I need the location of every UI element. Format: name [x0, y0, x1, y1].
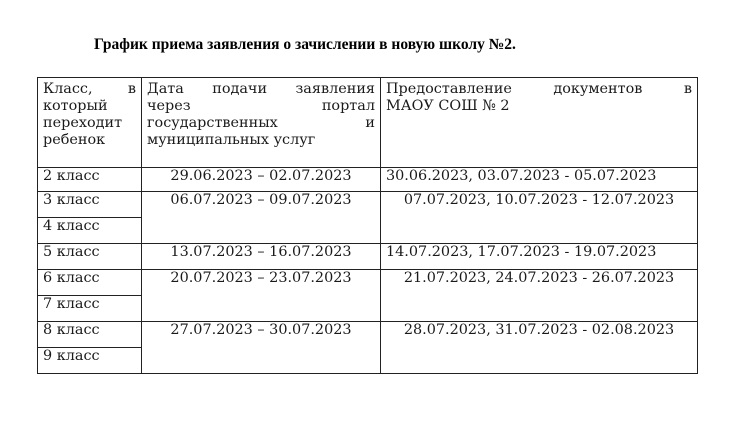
header-class-line: переходит	[43, 115, 123, 131]
class-cell: 9 класс	[38, 348, 142, 374]
header-documents-line: МАОУ СОШ № 2	[386, 98, 510, 114]
header-apply-line: Дата подачи заявления	[147, 81, 375, 97]
header-apply-date	[142, 78, 381, 168]
apply-date-cell: 29.06.2023 – 02.07.2023	[142, 168, 381, 192]
apply-date-cell: 20.07.2023 – 23.07.2023	[142, 270, 381, 322]
schedule-table	[37, 77, 698, 374]
header-apply-line: через портал	[147, 98, 375, 114]
class-cell: 2 класс	[38, 168, 142, 192]
table-row	[38, 168, 698, 192]
apply-date-cell: 27.07.2023 – 30.07.2023	[142, 322, 381, 374]
class-cell: 8 класс	[38, 322, 142, 348]
class-cell: 3 класс	[38, 192, 142, 218]
class-cell: 5 класс	[38, 244, 142, 270]
table-row	[38, 244, 698, 270]
header-class-line: ребенок	[43, 132, 106, 148]
header-documents-line: Предоставление документов в	[386, 81, 692, 97]
header-apply-line: государственных и	[147, 115, 375, 131]
documents-date-cell: 21.07.2023, 24.07.2023 - 26.07.2023	[381, 270, 698, 322]
header-apply-line: муниципальных услуг	[147, 132, 316, 148]
class-cell: 6 класс	[38, 270, 142, 296]
header-documents	[381, 78, 698, 168]
documents-date-cell: 14.07.2023, 17.07.2023 - 19.07.2023	[381, 244, 698, 270]
header-class	[38, 78, 142, 168]
header-class-line: который	[43, 98, 108, 114]
table-header-row	[38, 78, 698, 168]
document-title: График приема заявления о зачислении в новую школу №2.	[94, 36, 516, 53]
class-cell: 7 класс	[38, 296, 142, 322]
table-row	[38, 192, 698, 218]
table-row	[38, 322, 698, 348]
documents-date-cell: 28.07.2023, 31.07.2023 - 02.08.2023	[381, 322, 698, 374]
table-row	[38, 270, 698, 296]
documents-date-cell: 30.06.2023, 03.07.2023 - 05.07.2023	[381, 168, 698, 192]
apply-date-cell: 06.07.2023 – 09.07.2023	[142, 192, 381, 244]
documents-date-cell: 07.07.2023, 10.07.2023 - 12.07.2023	[381, 192, 698, 244]
class-cell: 4 класс	[38, 218, 142, 244]
apply-date-cell: 13.07.2023 – 16.07.2023	[142, 244, 381, 270]
header-class-line: Класс, в	[43, 81, 136, 97]
